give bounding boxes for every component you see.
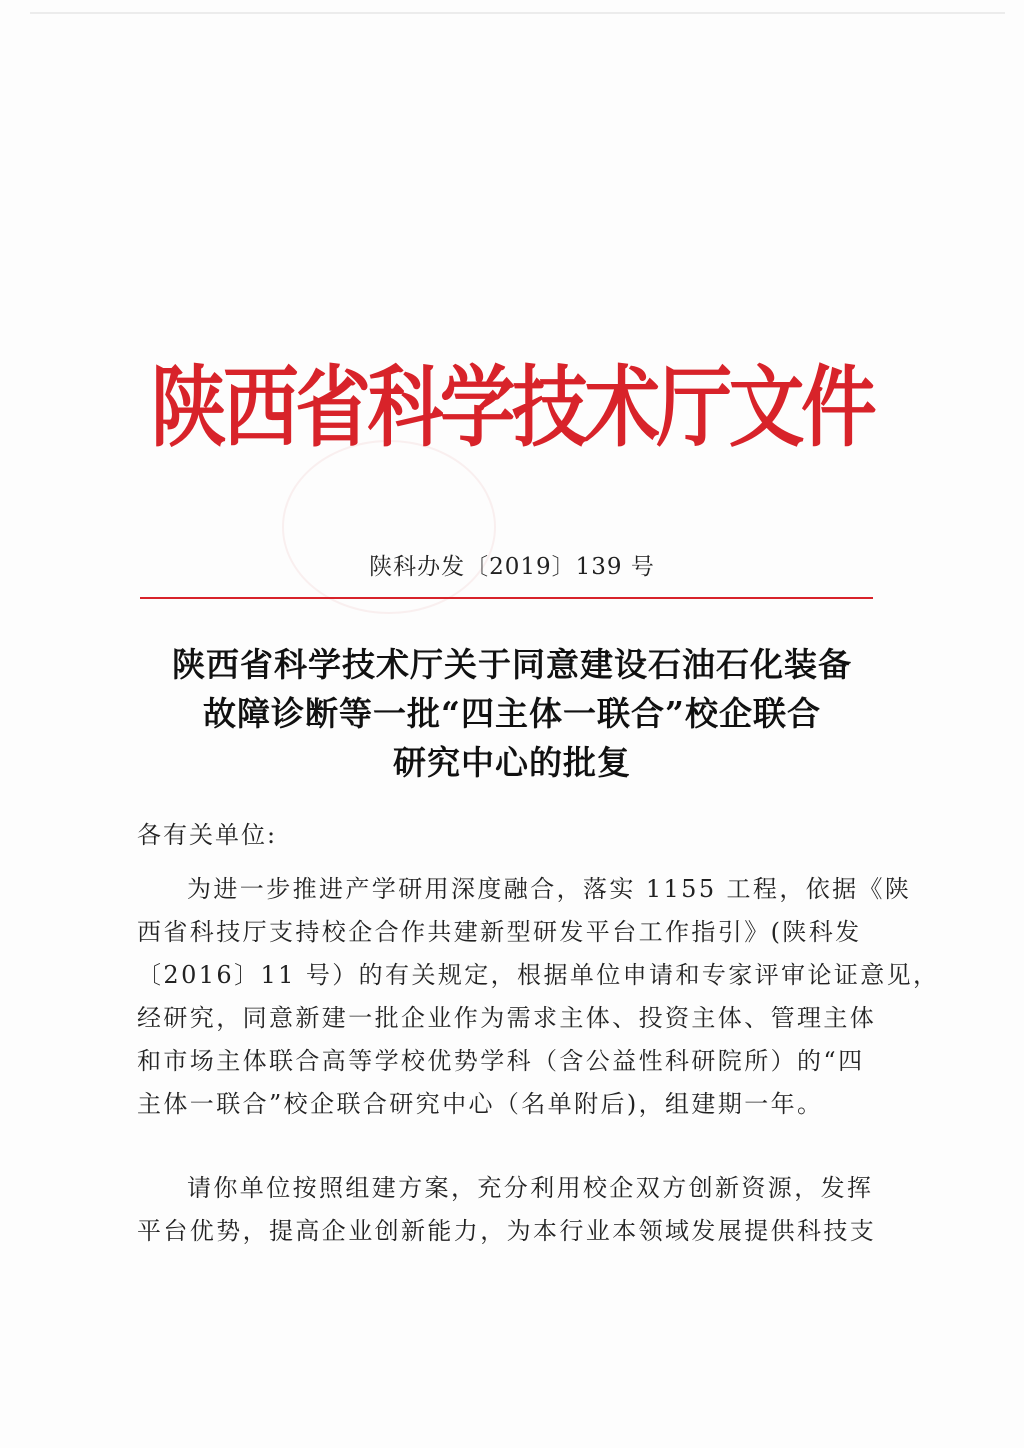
paragraph-line: 经研究，同意新建一批企业作为需求主体、投资主体、管理主体 xyxy=(137,1004,877,1032)
faint-seal-bleedthrough xyxy=(282,440,496,614)
paragraph-line: 请你单位按照组建方案，充分利用校企双方创新资源，发挥 xyxy=(187,1174,874,1202)
paragraph-line: 平台优势，提高企业创新能力，为本行业本领域发展提供科技支 xyxy=(137,1217,877,1245)
document-number: 陕科办发〔2019〕139 号 xyxy=(369,554,655,580)
title-line: 研究中心的批复 xyxy=(393,743,631,782)
paragraph-line: 西省科技厅支持校企合作共建新型研发平台工作指引》(陕科发 xyxy=(137,918,862,946)
paragraph-line: 为进一步推进产学研用深度融合，落实 1155 工程，依据《陕 xyxy=(187,875,912,903)
paragraph-line: 〔2016〕11 号）的有关规定，根据单位申请和专家评审论证意见， xyxy=(137,961,940,989)
title-line: 陕西省科学技术厅关于同意建设石油石化装备 xyxy=(172,645,852,684)
body-paragraph-2 xyxy=(137,1167,877,1253)
issuer-header-title: 陕西省科学技术厅文件 xyxy=(150,355,874,459)
paragraph-line: 主体一联合”校企联合研究中心（名单附后)，组建期一年。 xyxy=(137,1090,824,1118)
body-paragraph-1 xyxy=(137,868,940,1126)
salutation: 各有关单位: xyxy=(137,821,278,849)
document-title xyxy=(120,640,904,787)
paragraph-line: 和市场主体联合高等学校优势学科（含公益性科研院所）的“四 xyxy=(137,1047,865,1075)
scan-top-edge xyxy=(30,12,1005,14)
title-line: 故障诊断等一批“四主体一联合”校企联合 xyxy=(203,694,821,733)
red-separator-rule xyxy=(140,597,873,599)
